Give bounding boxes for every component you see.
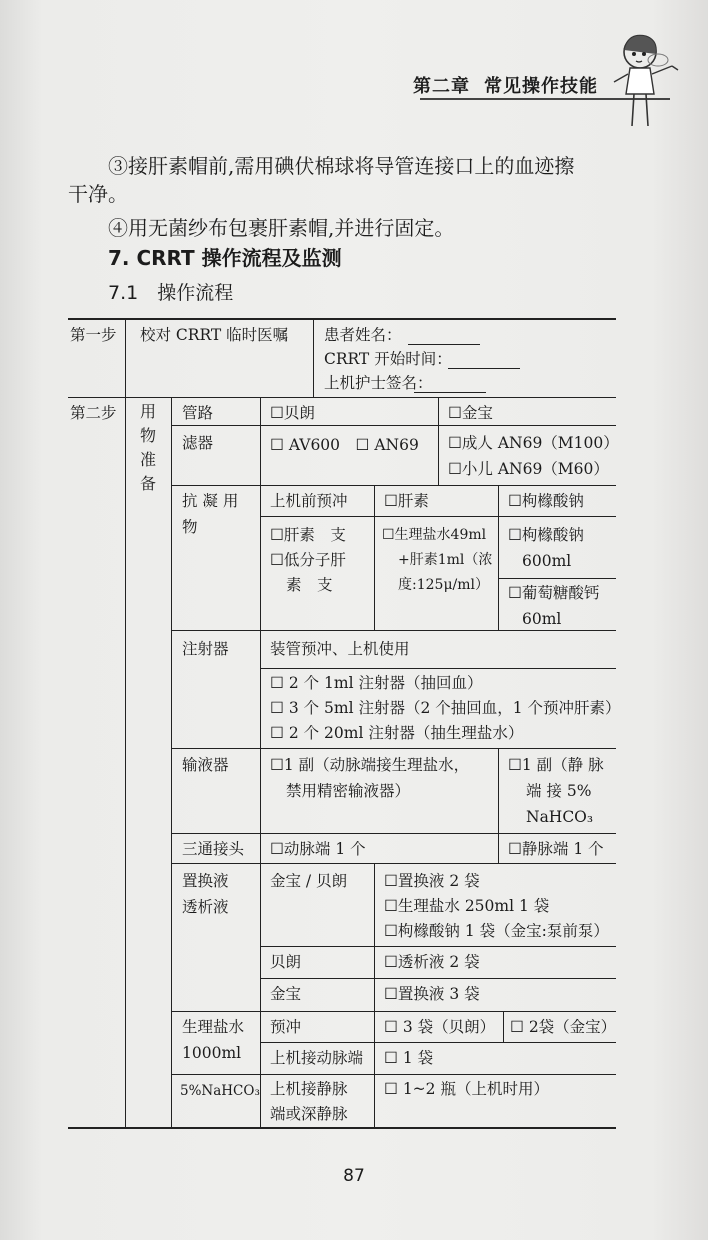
replacement-3bags-checkbox[interactable]: ☐置换液 3 袋	[384, 985, 480, 1003]
lmwh-checkbox[interactable]: ☐低分子肝	[270, 551, 346, 569]
anticoag-label-2: 物	[182, 518, 198, 536]
rule	[171, 1011, 616, 1012]
syringe-label: 注射器	[182, 640, 229, 658]
filter-av600-an69-checkbox[interactable]: ☐ AV600 ☐ AN69	[270, 436, 419, 454]
anticoag-label: 抗 凝 用	[182, 492, 239, 510]
filter-child-checkbox[interactable]: ☐小儿 AN69（M60）	[448, 460, 609, 478]
rule	[171, 485, 616, 486]
rule	[171, 425, 616, 426]
tubing-braun-checkbox[interactable]: ☐贝朗	[270, 404, 315, 422]
citrate-checkbox[interactable]: ☐枸橼酸钠	[508, 492, 584, 510]
citrate-600-checkbox[interactable]: ☐枸橼酸钠	[508, 526, 584, 544]
prime-label: 预冲	[270, 1018, 302, 1036]
calcium-gluconate-checkbox[interactable]: ☐葡萄糖酸钙	[508, 584, 600, 602]
calcium-gluconate-volume: 60ml	[522, 610, 562, 628]
saline-label: 生理盐水	[182, 1018, 245, 1036]
rule	[125, 318, 126, 1129]
step1-task: 校对 CRRT 临时医嘱	[140, 326, 289, 344]
section-heading: 7. CRRT 操作流程及监测	[108, 246, 342, 270]
replacement-label: 置换液	[182, 872, 229, 890]
dialysate-2bags-checkbox[interactable]: ☐透析液 2 袋	[384, 953, 480, 971]
prefill-label: 上机前预冲	[270, 492, 348, 510]
nurse-sign-label: 上机护士签名：	[324, 374, 433, 392]
tubing-label: 管路	[182, 404, 214, 422]
rule	[498, 748, 499, 863]
heparin-checkbox[interactable]: ☐肝素	[384, 492, 429, 510]
rule	[171, 833, 616, 834]
nahco3-label: 5%NaHCO₃	[180, 1083, 260, 1099]
rule	[260, 946, 616, 947]
saline-1bag-checkbox[interactable]: ☐ 1 袋	[384, 1049, 434, 1067]
paragraph-heparin-cap: ③接肝素帽前,需用碘伏棉球将导管连接口上的血迹擦	[108, 154, 575, 178]
infusion-venous-note: 端 接 5%	[526, 782, 592, 800]
saline-3bags-braun-checkbox[interactable]: ☐ 3 袋（贝朗）	[384, 1018, 496, 1036]
filter-label: 滤器	[182, 434, 214, 452]
citrate-bag-checkbox[interactable]: ☐枸橼酸钠 1 袋（金宝:泵前泵）	[384, 922, 609, 940]
saline-250-checkbox[interactable]: ☐生理盐水 250ml 1 袋	[384, 897, 550, 915]
crrt-procedure-table	[68, 318, 621, 1129]
chapter-title: 常见操作技能	[484, 76, 598, 97]
category-char: 用	[139, 402, 156, 421]
replacement-2bags-checkbox[interactable]: ☐置换液 2 袋	[384, 872, 480, 890]
nurse-sign-blank	[414, 392, 486, 393]
step1-label: 第一步	[70, 326, 117, 344]
step2-label: 第二步	[70, 404, 117, 422]
saline-heparin-mix-checkbox[interactable]: ☐生理盐水49ml	[382, 527, 487, 543]
lmwh-units: 素 支	[286, 576, 333, 594]
infusion-arterial-checkbox[interactable]: ☐1 副（动脉端接生理盐水，	[270, 756, 470, 774]
chapter-label: 第二章	[413, 76, 470, 97]
paragraph-heparin-cap-end: 干净。	[68, 182, 128, 206]
syringe-usage: 装管预冲、上机使用	[270, 640, 410, 658]
rule	[374, 485, 375, 630]
rule	[68, 397, 616, 398]
infusion-venous-checkbox[interactable]: ☐1 副（静 脉	[508, 756, 604, 774]
running-header	[0, 72, 708, 98]
saline-heparin-mix-3: 度:125μ/ml）	[398, 577, 490, 593]
dialysate-label: 透析液	[182, 898, 229, 916]
rule	[498, 578, 616, 579]
syringe-5ml-checkbox[interactable]: ☐ 3 个 5ml 注射器（2 个抽回血，1 个预冲肝素）	[270, 699, 621, 717]
patient-name-blank	[408, 344, 480, 345]
deep-vein-label: 端或深静脉	[270, 1105, 348, 1123]
infusion-arterial-note: 禁用精密输液器）	[286, 782, 411, 800]
gambro-label: 金宝	[270, 985, 302, 1003]
rule	[171, 397, 172, 1129]
rule	[260, 397, 261, 1129]
syringe-20ml-checkbox[interactable]: ☐ 2 个 20ml 注射器（抽生理盐水）	[270, 724, 524, 742]
page-number: 87	[343, 1166, 365, 1186]
rule	[503, 1011, 504, 1042]
rule	[171, 748, 616, 749]
saline-volume: 1000ml	[182, 1044, 242, 1062]
rule	[260, 1042, 616, 1043]
category-char: 物	[139, 426, 156, 445]
threeway-label: 三通接头	[182, 840, 245, 858]
paragraph-gauze-wrap: ④用无菌纱布包裹肝素帽,并进行固定。	[108, 216, 455, 240]
citrate-600-volume: 600ml	[522, 552, 572, 570]
saline-2bags-gambro-checkbox[interactable]: ☐ 2袋（金宝）	[510, 1018, 617, 1036]
rule	[498, 485, 499, 630]
table-top-rule	[68, 318, 616, 320]
subsection-heading: 7.1 操作流程	[108, 282, 234, 304]
rule	[260, 668, 616, 669]
table-bottom-rule	[68, 1127, 616, 1129]
rule	[260, 516, 616, 517]
venous-connect-label: 上机接静脉	[270, 1080, 348, 1098]
nahco3-bottles-checkbox[interactable]: ☐ 1~2 瓶（上机时用）	[384, 1080, 549, 1098]
rule	[171, 1074, 616, 1075]
heparin-units-checkbox[interactable]: ☐肝素 支	[270, 526, 346, 544]
threeway-venous-checkbox[interactable]: ☐静脉端 1 个	[508, 840, 604, 858]
gambro-braun-label: 金宝 / 贝朗	[270, 872, 348, 890]
tubing-gambro-checkbox[interactable]: ☐金宝	[448, 404, 493, 422]
rule	[374, 863, 375, 1129]
patient-name-label: 患者姓名：	[324, 326, 402, 344]
infusion-venous-nahco3: NaHCO₃	[526, 808, 594, 826]
saline-heparin-mix-2: +肝素1ml（浓	[398, 552, 493, 568]
infusion-label: 输液器	[182, 756, 229, 774]
rule	[260, 978, 616, 979]
arterial-connect-label: 上机接动脉端	[270, 1049, 364, 1067]
rule	[313, 318, 314, 397]
braun-label: 贝朗	[270, 953, 302, 971]
syringe-1ml-checkbox[interactable]: ☐ 2 个 1ml 注射器（抽回血）	[270, 674, 483, 692]
rule	[171, 863, 616, 864]
filter-adult-checkbox[interactable]: ☐成人 AN69（M100）	[448, 434, 619, 452]
rule	[438, 397, 439, 485]
category-char: 备	[139, 474, 156, 493]
crrt-start-label: CRRT 开始时间：	[324, 350, 452, 368]
mascot-illustration-icon	[606, 30, 686, 135]
category-char: 准	[139, 450, 156, 469]
crrt-start-blank	[448, 368, 520, 369]
threeway-arterial-checkbox[interactable]: ☐动脉端 1 个	[270, 840, 366, 858]
